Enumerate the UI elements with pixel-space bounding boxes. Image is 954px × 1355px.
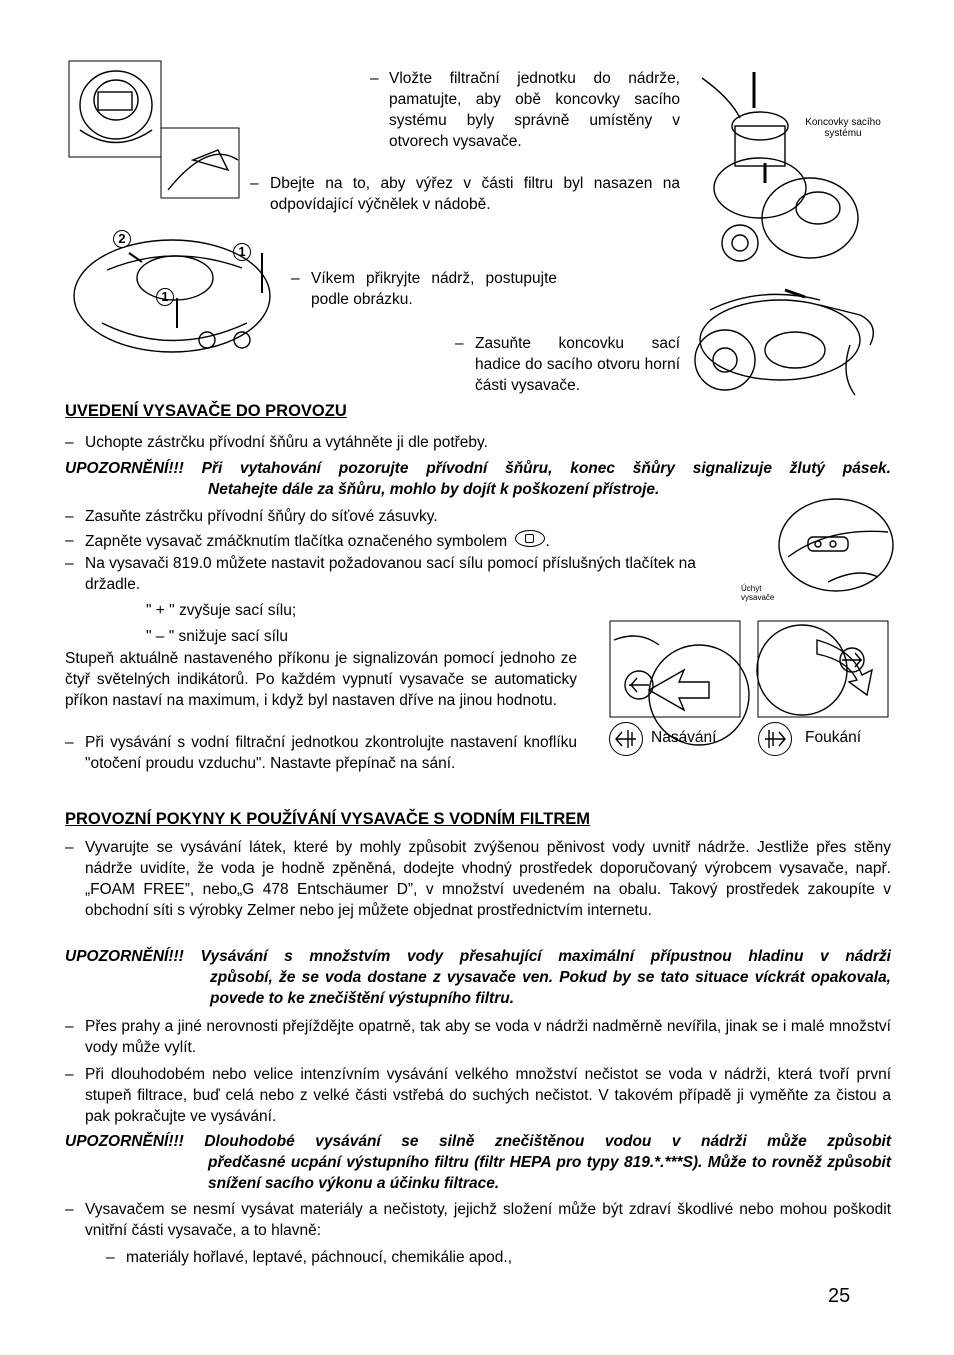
figure-number: 2 xyxy=(113,230,131,248)
warning-label: UPOZORNĚNÍ!!! xyxy=(65,1133,184,1150)
hose-insertion-illustration xyxy=(680,285,885,405)
list-item-text: Zasuňte zástrčku přívodní šňůry do síťové zásuvky. xyxy=(85,508,438,525)
dash-bullet: – xyxy=(65,839,74,856)
list-item-text: Vyvarujte se vysávání látek, které by mohly způsobit zvýšenou pěnivost vody uvnitř nádrže. Jestliže přes stěny nádrže uvidíte, že voda je hodně zpěněná, dodejte vhodný prostředek doporučovaný výrobcem vysavače, např. „FOAM FREE”, nebo„G 478 Entschäumer D”, v množství uvedeném na obalu. Takový prostředek zakoupíte v obchodní síti s výrobky Zelmer nebo jej můžete objednat prostřednictvím internetu. xyxy=(85,839,891,919)
list-item-text: Při dlouhodobém nebo velice intenzívním vysávání velkého množství nečistot se voda v nádrži, která tvoří první stupeň filtrace, buď celá nebo z velké části vstřebá do suchých nečistot. V takovém případě ji vyměňte za čistou a pak pokračujte ve vysávání. xyxy=(85,1066,891,1125)
list-item xyxy=(65,837,891,921)
figure-number: 1 xyxy=(233,243,251,261)
step-item xyxy=(370,68,680,152)
label-blowing: Foukání xyxy=(805,729,862,746)
paragraph: Stupeň aktuálně nastaveného příkonu je signalizován pomocí jednoho ze čtyř světelných indikátorů. Po každém vypnutí vysavače se automaticky příkon nastaví na maximum, i když byl nastaven dříve na jinou hodnotu. xyxy=(65,650,577,709)
list-item-text: Při vysávání s vodní filtrační jednotkou zkontrolujte nastavení knoflíku "otočení proudu vzduchu". Nastavte přepínač na sání. xyxy=(85,734,577,772)
dash-bullet: – xyxy=(106,1249,115,1266)
vacuum-tank-illustration xyxy=(700,68,860,268)
dash-bullet: – xyxy=(65,532,74,549)
suction-mode-illustration xyxy=(609,620,741,718)
step-item xyxy=(250,173,680,215)
warning-label: UPOZORNĚNÍ!!! xyxy=(65,460,184,477)
dash-bullet: – xyxy=(250,175,259,192)
sub-list-item xyxy=(106,1247,866,1268)
dash-bullet: – xyxy=(65,434,74,451)
warning-block xyxy=(65,946,891,1009)
minus-instruction: " – " snižuje sací sílu xyxy=(146,628,288,645)
handle-illustration xyxy=(778,497,893,602)
list-item-text: materiály hořlavé, leptavé, páchnoucí, chemikálie apod., xyxy=(126,1249,512,1266)
label-suction: Nasávání xyxy=(651,729,717,746)
warning-block xyxy=(65,1131,891,1194)
list-item xyxy=(65,1199,891,1241)
warning-text: Vysávání s množstvím vody přesahující maximální přípustnou hladinu v nádrži xyxy=(200,948,891,965)
dash-bullet: – xyxy=(65,734,74,751)
figure-number: 1 xyxy=(156,288,174,306)
step-text: Víkem přikryjte nádrž, postupujte podle obrázku. xyxy=(311,270,557,308)
list-item xyxy=(65,432,891,453)
dash-bullet: – xyxy=(291,270,300,287)
step-text: Zasuňte koncovku sací hadice do sacího otvoru horní části vysavače. xyxy=(475,335,680,394)
suction-arrow-icon xyxy=(612,726,640,752)
step-text: Vložte filtrační jednotku do nádrže, pamatujte, aby obě koncovky sacího systému byly správně umístěny v otvorech vysavače. xyxy=(389,70,680,150)
dash-bullet: – xyxy=(65,1018,74,1035)
filter-unit-illustration xyxy=(68,60,243,200)
list-item-text: Uchopte zástrčku přívodní šňůru a vytáhněte ji dle potřeby. xyxy=(85,434,488,451)
page-number: 25 xyxy=(828,1285,851,1307)
power-symbol-icon xyxy=(515,530,545,547)
label-handle: Úchyt vysavače xyxy=(741,584,775,602)
list-item xyxy=(65,732,577,774)
step-item xyxy=(291,268,557,310)
list-item: – Zapněte vysavač zmáčknutím tlačítka označeného symbolem . xyxy=(65,532,550,550)
step-item xyxy=(455,333,680,396)
list-item xyxy=(65,553,725,595)
warning-text: Při vytahování pozorujte přívodní šňůru, konec šňůry signalizuje žlutý pásek. xyxy=(201,460,891,477)
plus-instruction: " + " zvyšuje sací sílu; xyxy=(146,602,297,619)
list-item xyxy=(65,1064,891,1127)
warning-text: předčasné ucpání výstupního filtru (filtr HEPA pro typy 819.*.***S). Může to rovněž způsobit snížení sacího výkonu a účinku filtrace. xyxy=(208,1154,891,1192)
section-heading: PROVOZNÍ POKYNY K POUŽÍVÁNÍ VYSAVAČE S VODNÍM FILTREM xyxy=(65,810,590,828)
warning-block xyxy=(65,458,891,500)
warning-text: Netahejte dále za šňůru, mohlo by dojít k poškození přístroje. xyxy=(208,481,660,498)
list-item-text: Zapněte vysavač zmáčknutím tlačítka označeného symbolem xyxy=(85,533,508,550)
label-suction-ends: Koncovky sacího systému xyxy=(805,117,881,139)
section-heading: UVEDENÍ VYSAVAČE DO PROVOZU xyxy=(65,402,347,420)
list-item-text: Přes prahy a jiné nerovnosti přejíždějte opatrně, tak aby se voda v nádrži nadměrně nevířila, jinak se i malé množství vody může vylít. xyxy=(85,1018,891,1056)
list-item xyxy=(65,506,765,527)
warning-text: Dlouhodobé vysávání se silně znečištěnou vodou v nádrži může způsobit xyxy=(204,1133,892,1150)
list-item-text: Vysavačem se nesmí vysávat materiály a nečistoty, jejichž složení může být zdraví škodlivé nebo mohou poškodit vnitřní části vysavače, a to hlavně: xyxy=(85,1201,891,1239)
dash-bullet: – xyxy=(455,335,464,352)
dash-bullet: – xyxy=(65,1066,74,1083)
warning-text: způsobí, že se voda dostane z vysavače ven. Pokud by se tato situace víckrát opakovala, povede to ke znečištění výstupního filtru. xyxy=(210,969,891,1007)
dash-bullet: – xyxy=(370,70,379,87)
warning-label: UPOZORNĚNÍ!!! xyxy=(65,948,184,965)
blowing-mode-illustration xyxy=(757,620,889,718)
step-text: Dbejte na to, aby výřez v části filtru byl nasazen na odpovídající výčnělek v nádobě. xyxy=(270,175,680,213)
blowing-arrow-icon xyxy=(761,726,789,752)
dash-bullet: – xyxy=(65,1201,74,1218)
list-item-text: Na vysavači 819.0 můžete nastavit požadovanou sací sílu pomocí příslušných tlačítek na držadle. xyxy=(85,555,696,593)
dash-bullet: – xyxy=(65,555,74,572)
list-item xyxy=(65,1016,891,1058)
dash-bullet: – xyxy=(65,508,74,525)
